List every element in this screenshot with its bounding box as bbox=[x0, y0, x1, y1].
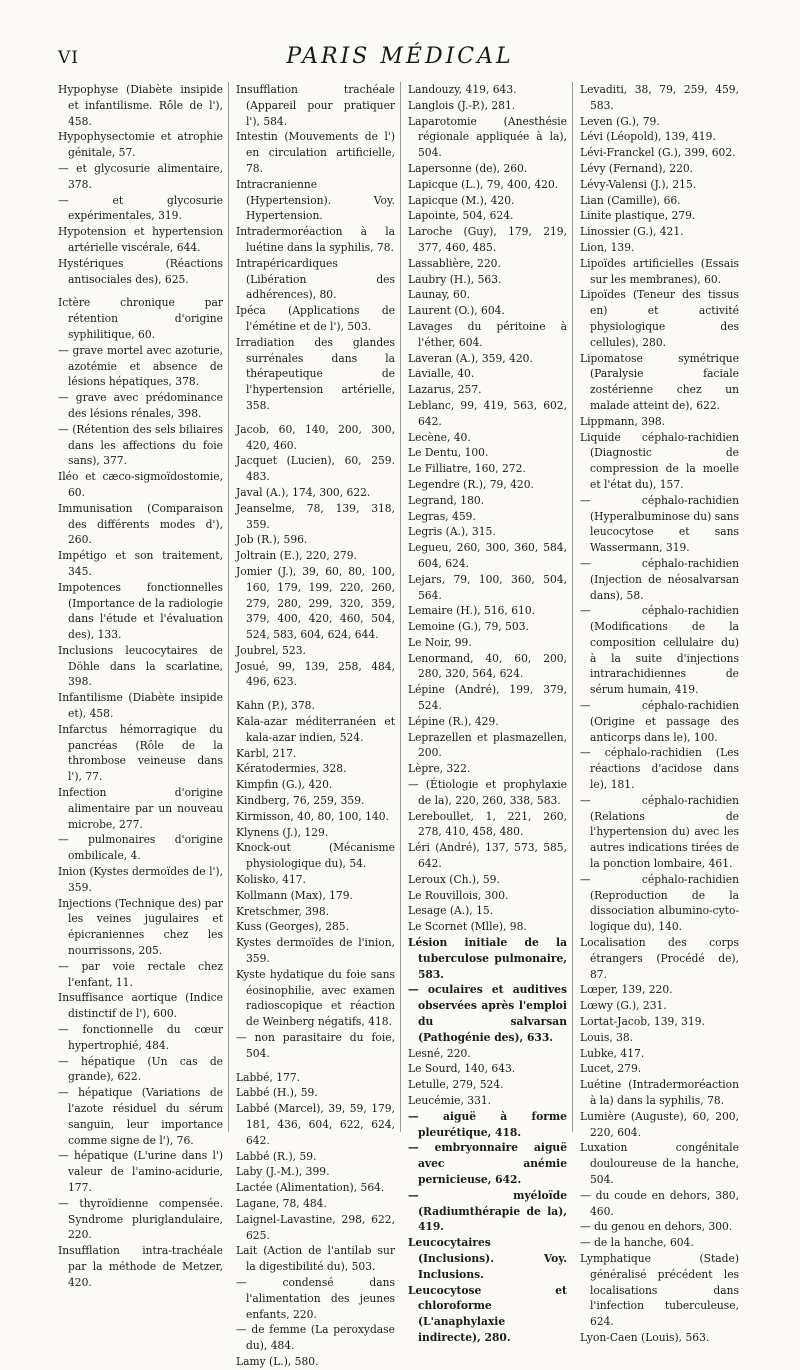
index-entry: Lippmann, 398. bbox=[580, 414, 666, 428]
index-entry: Landouzy, 419, 643. bbox=[408, 83, 517, 96]
index-entry: — condensé dans l'alimentation des jeunes enfants, 220. bbox=[236, 1275, 395, 1321]
index-entry: Klynens (J.), 129. bbox=[236, 825, 329, 839]
index-entry: Ictère chronique par rétention d'origine syphilitique, 60. bbox=[58, 296, 223, 341]
index-entry: Insufflation intra-trachéale par la méthode de Metzer, 420. bbox=[58, 1244, 223, 1289]
index-entry: Louis, 38. bbox=[580, 1030, 634, 1044]
index-entry: — (Rétention des sels biliaires dans les affections du foie sans), 377. bbox=[58, 422, 223, 468]
index-entry: Insufflation trachéale (Appareil pour pratiquer l'), 584. bbox=[236, 83, 395, 128]
index-entry: — du genou en dehors, 300. bbox=[580, 1220, 733, 1234]
index-columns bbox=[56, 82, 744, 1368]
index-entry: Job (R.), 596. bbox=[236, 533, 308, 547]
index-entry: — par voie rectale chez l'enfant, 11. bbox=[58, 959, 223, 989]
index-entry: Lereboullet, 1, 221, 260, 278, 410, 458, 480. bbox=[408, 809, 567, 839]
index-entry: Lipoïdes (Teneur des tissus en) et activité physiologique des cellules), 280. bbox=[580, 288, 739, 349]
index-entry: Levaditi, 38, 79, 259, 459, 583. bbox=[580, 83, 739, 112]
index-entry: Immunisation (Comparaison des différents modes d'), 260. bbox=[58, 501, 223, 547]
index-entry: Localisation des corps étrangers (Procédé de), 87. bbox=[580, 936, 739, 981]
index-entry: — céphalo-rachidien (Hyperalbuminose du) sans leucocytose et sans Wassermann, 319. bbox=[580, 493, 739, 555]
index-entry: Lemaire (H.), 516, 610. bbox=[408, 604, 536, 618]
index-entry: Lœwy (G.), 231. bbox=[580, 999, 667, 1013]
index-entry: Kretschmer, 398. bbox=[236, 904, 330, 918]
index-entry: Laveran (A.), 359, 420. bbox=[408, 351, 533, 365]
index-entry: Intrapéricardiques (Libération des adhérences), 80. bbox=[236, 256, 395, 302]
index-entry: Leucocytaires (Inclusions). Voy. Inclusions. bbox=[408, 1236, 567, 1281]
index-entry: — céphalo-rachidien (Modifications de la composition cellulaire du) à la suite d'injections intrarachidiennes de sérum humain, 419. bbox=[580, 604, 739, 697]
index-entry: Lavages du péritoine à l'éther, 604. bbox=[408, 319, 567, 349]
index-entry: Lejars, 79, 100, 360, 504, 564. bbox=[408, 572, 567, 602]
index-entry: Lévi-Franckel (G.), 399, 602. bbox=[580, 146, 736, 160]
index-entry: Legueu, 260, 300, 360, 584, 604, 624. bbox=[408, 541, 567, 570]
index-entry: Laparotomie (Anesthésie régionale appliquée à la), 504. bbox=[408, 114, 567, 160]
index-entry: Lapicque (M.), 420. bbox=[408, 193, 515, 207]
index-entry: — embryonnaire aiguë avec anémie pernicieuse, 642. bbox=[408, 1141, 567, 1186]
index-entry: Lassablière, 220. bbox=[408, 256, 501, 270]
index-entry: — céphalo-rachidien (Injection de néosalvarsan dans), 58. bbox=[580, 556, 739, 602]
index-entry: — et glycosurie alimentaire, 378. bbox=[58, 161, 223, 191]
index-entry: Liquide céphalo-rachidien (Diagnostic de compression de la moelle et l'état du), 157. bbox=[580, 430, 739, 491]
index-entry: — de femme (La peroxydase du), 484. bbox=[236, 1323, 395, 1353]
index-entry: Kolisko, 417. bbox=[236, 873, 306, 887]
page-number: VI bbox=[58, 48, 79, 68]
running-title: PARIS MÉDICAL bbox=[286, 44, 514, 69]
index-entry: Le Rouvillois, 300. bbox=[408, 888, 509, 902]
index-entry: — céphalo-rachidien (Relations de l'hypertension du) avec les autres indications tirées de la ponction lombaire, 461. bbox=[580, 793, 739, 871]
index-entry: Lactée (Alimentation), 564. bbox=[236, 1181, 385, 1195]
index-entry: Labbé (R.), 59. bbox=[236, 1149, 317, 1163]
index-entry: Le Scornet (Mlle), 98. bbox=[408, 920, 527, 934]
index-column bbox=[56, 82, 228, 1289]
page-header bbox=[58, 44, 742, 74]
index-entry: — de la hanche, 604. bbox=[580, 1236, 694, 1250]
index-entry: — céphalo-rachidien (Les réactions d'acidose dans le), 181. bbox=[580, 746, 739, 792]
index-entry: Linossier (G.), 421. bbox=[580, 225, 684, 239]
index-entry: Laignel-Lavastine, 298, 622, 625. bbox=[236, 1212, 395, 1242]
index-entry: — myéloïde (Radiumthérapie de la), 419. bbox=[408, 1188, 567, 1234]
index-entry: Kollmann (Max), 179. bbox=[236, 888, 353, 902]
index-entry: Lait (Action de l'antilab sur la digestibilité du), 503. bbox=[236, 1244, 395, 1274]
index-entry: — grave avec prédominance des lésions rénales, 398. bbox=[58, 391, 223, 420]
index-entry: Legris (A.), 315. bbox=[408, 525, 496, 539]
index-entry: Lian (Camille), 66. bbox=[580, 193, 681, 207]
index-entry: Inclusions leucocytaires de Döhle dans la scarlatine, 398. bbox=[58, 643, 223, 689]
index-column bbox=[572, 82, 744, 1344]
index-entry: Lévy-Valensi (J.), 215. bbox=[580, 177, 697, 191]
index-entry: Ipéca (Applications de l'émétine et de l'), 503. bbox=[236, 304, 395, 333]
index-entry: Leblanc, 99, 419, 563, 602, 642. bbox=[408, 398, 567, 428]
index-entry: Impétigo et son traitement, 345. bbox=[58, 549, 223, 578]
index-entry: Lemoine (G.), 79, 503. bbox=[408, 620, 529, 634]
index-entry: Laby (J.-M.), 399. bbox=[236, 1165, 330, 1179]
index-entry: — grave mortel avec azoturie, azotémie et absence de lésions hépatiques, 378. bbox=[58, 343, 223, 389]
index-entry: Infantilisme (Diabète insipide et), 458. bbox=[58, 691, 223, 721]
index-entry: — aiguë à forme pleurétique, 418. bbox=[408, 1109, 567, 1139]
index-entry: Luxation congénitale douloureuse de la hanche, 504. bbox=[580, 1141, 739, 1186]
index-entry: — céphalo-rachidien (Origine et passage des anticorps dans le), 100. bbox=[580, 699, 739, 744]
index-entry: Lœper, 139, 220. bbox=[580, 983, 673, 997]
index-entry: Lagane, 78, 484. bbox=[236, 1196, 327, 1210]
index-entry: Infarctus hémorragique du pancréas (Rôle de la thrombose veineuse dans l'), 77. bbox=[58, 722, 223, 784]
index-entry: Kala-azar méditerranéen et kala-azar indien, 524. bbox=[236, 715, 395, 744]
index-entry: Laroche (Guy), 179, 219, 377, 460, 485. bbox=[408, 225, 567, 254]
index-entry: Impotences fonctionnelles (Importance de la radiologie dans l'étude et l'évaluation des), 133. bbox=[58, 580, 223, 642]
index-entry: — thyroïdienne compensée. Syndrome pluriglandulaire, 220. bbox=[58, 1196, 223, 1242]
index-entry: Lymphatique (Stade) généralisé précédent les localisations dans l'infection tuberculeuse, 624. bbox=[580, 1251, 739, 1329]
index-entry: Irradiation des glandes surrénales dans la thérapeutique de l'hypertension artérielle, 358. bbox=[236, 335, 395, 412]
index-entry: Kirmisson, 40, 80, 100, 140. bbox=[236, 809, 389, 823]
index-entry: Lyon-Caen (Louis), 563. bbox=[580, 1330, 710, 1344]
index-entry: Lèpre, 322. bbox=[408, 762, 471, 776]
index-entry: Joltrain (E.), 220, 279. bbox=[236, 549, 357, 563]
index-entry: — oculaires et auditives observées après l'emploi du salvarsan (Pathogénie des), 633. bbox=[408, 983, 567, 1044]
index-entry: Lésion initiale de la tuberculose pulmonaire, 583. bbox=[408, 936, 567, 981]
index-entry: Léri (André), 137, 573, 585, 642. bbox=[408, 841, 567, 871]
index-entry: Josué, 99, 139, 258, 484, 496, 623. bbox=[236, 659, 395, 689]
index-entry: Joubrel, 523. bbox=[236, 643, 306, 657]
index-entry: Jomier (J.), 39, 60, 80, 100, 160, 179, 199, 220, 260, 279, 280, 299, 320, 359, 379, 400, 420, 460, 504, 524, 583, 604, 624, 644. bbox=[236, 564, 395, 642]
index-entry: Laubry (H.), 563. bbox=[408, 272, 502, 286]
index-entry: Lévy (Fernand), 220. bbox=[580, 161, 694, 175]
index-entry: Lucet, 279. bbox=[580, 1062, 642, 1076]
index-entry: Le Noir, 99. bbox=[408, 635, 472, 649]
index-entry: Lipomatose symétrique (Paralysie faciale zostérienne chez un malade atteint de), 622. bbox=[580, 351, 739, 412]
index-entry: — hépatique (Variations de l'azote résiduel du sérum sanguin, leur importance comme signe de l'), 76. bbox=[58, 1086, 223, 1147]
index-entry: Leucocytose et chloroforme (L'anaphylaxie indirecte), 280. bbox=[408, 1283, 567, 1344]
index-entry: Lazarus, 257. bbox=[408, 383, 482, 397]
index-entry: Hystériques (Réactions antisociales des), 625. bbox=[58, 256, 223, 286]
index-entry: — (Étiologie et prophylaxie de la), 220, 260, 338, 583. bbox=[408, 778, 567, 807]
index-entry: Lecène, 40. bbox=[408, 430, 471, 444]
index-entry: Leucémie, 331. bbox=[408, 1094, 492, 1107]
index-entry: Jacob, 60, 140, 200, 300, 420, 460. bbox=[236, 422, 395, 452]
index-entry: Infection d'origine alimentaire par un nouveau microbe, 277. bbox=[58, 786, 223, 831]
index-column bbox=[400, 82, 572, 1344]
index-entry: Javal (A.), 174, 300, 622. bbox=[236, 485, 371, 499]
index-entry: Hypophysectomie et atrophie génitale, 57. bbox=[58, 130, 223, 160]
index-entry: — fonctionnelle du cœur hypertrophié, 484. bbox=[58, 1023, 223, 1052]
index-entry: Jeanselme, 78, 139, 318, 359. bbox=[236, 501, 395, 531]
index-entry: — hépatique (L'urine dans l') valeur de l'amino-acidurie, 177. bbox=[58, 1149, 223, 1194]
index-entry: Labbé, 177. bbox=[236, 1070, 301, 1084]
index-entry: Leroux (Ch.), 59. bbox=[408, 872, 500, 886]
index-entry: Lortat-Jacob, 139, 319. bbox=[580, 1015, 705, 1029]
index-entry: Lamy (L.), 580. bbox=[236, 1354, 319, 1368]
index-entry: — céphalo-rachidien (Reproduction de la dissociation albumino-cyto-logique du), 140. bbox=[580, 872, 739, 934]
index-entry: Knock-out (Mécanisme physiologique du), 54. bbox=[236, 841, 395, 871]
index-entry: Lavialle, 40. bbox=[408, 367, 475, 381]
index-entry: Intestin (Mouvements de l') en circulation artificielle, 78. bbox=[236, 130, 395, 175]
index-entry: — pulmonaires d'origine ombilicale, 4. bbox=[58, 833, 223, 863]
index-entry: Le Filliatre, 160, 272. bbox=[408, 462, 526, 476]
index-entry: Lesné, 220. bbox=[408, 1046, 471, 1060]
index-entry: Lumière (Auguste), 60, 200, 220, 604. bbox=[580, 1109, 739, 1139]
index-entry: Le Sourd, 140, 643. bbox=[408, 1062, 516, 1076]
index-entry: Legras, 459. bbox=[408, 509, 476, 523]
index-entry: Lesage (A.), 15. bbox=[408, 904, 494, 918]
index-entry: Injections (Technique des) par les veines jugulaires et épicraniennes chez les nourrissons, 205. bbox=[58, 896, 223, 958]
index-entry: Lipoïdes artificielles (Essais sur les membranes), 60. bbox=[580, 256, 739, 286]
index-entry: — du coude en dehors, 380, 460. bbox=[580, 1188, 739, 1218]
index-entry: Labbé (H.), 59. bbox=[236, 1086, 318, 1100]
index-entry: Leprazellen et plasmazellen, 200. bbox=[408, 730, 567, 760]
index-entry: Hypophyse (Diabète insipide et infantilisme. Rôle de l'), 458. bbox=[58, 83, 223, 128]
index-entry: Lapersonne (de), 260. bbox=[408, 161, 528, 175]
index-entry: Lapointe, 504, 624. bbox=[408, 209, 514, 223]
index-entry: Linite plastique, 279. bbox=[580, 209, 696, 223]
index-entry: Karbl, 217. bbox=[236, 746, 297, 760]
index-entry: Lévi (Léopold), 139, 419. bbox=[580, 130, 716, 144]
index-entry: — et glycosurie expérimentales, 319. bbox=[58, 193, 223, 223]
index-entry: Lapicque (L.), 79, 400, 420. bbox=[408, 177, 559, 191]
index-entry: Lépine (André), 199, 379, 524. bbox=[408, 683, 567, 713]
index-entry: Lenormand, 40, 60, 200, 280, 320, 564, 624. bbox=[408, 651, 567, 681]
index-entry: Kahn (P.), 378. bbox=[236, 699, 315, 713]
index-entry: Le Dentu, 100. bbox=[408, 446, 489, 460]
index-entry: Intracranienne (Hypertension). Voy. Hypertension. bbox=[236, 177, 395, 223]
index-entry: Intradermoréaction à la luétine dans la syphilis, 78. bbox=[236, 225, 395, 254]
index-entry: Kindberg, 76, 259, 359. bbox=[236, 794, 365, 808]
index-entry: Kuss (Georges), 285. bbox=[236, 920, 349, 934]
index-entry: Iléo et cæco-sigmoïdostomie, 60. bbox=[58, 470, 223, 499]
index-entry: Legrand, 180. bbox=[408, 493, 485, 507]
index-entry: Jacquet (Lucien), 60, 259. 483. bbox=[236, 454, 395, 484]
index-entry: Leven (G.), 79. bbox=[580, 114, 660, 128]
index-entry: — hépatique (Un cas de grande), 622. bbox=[58, 1054, 223, 1084]
index-entry: Laurent (O.), 604. bbox=[408, 304, 505, 318]
index-entry: Lépine (R.), 429. bbox=[408, 714, 499, 728]
index-entry: Letulle, 279, 524. bbox=[408, 1078, 504, 1092]
index-entry: Kimpfin (G.), 420. bbox=[236, 778, 333, 792]
index-entry: Luétine (Intradermoréaction à la) dans la syphilis, 78. bbox=[580, 1078, 739, 1107]
index-entry: Launay, 60. bbox=[408, 288, 471, 302]
index-entry: Lion, 139. bbox=[580, 240, 635, 254]
index-entry: Inion (Kystes dermoïdes de l'), 359. bbox=[58, 865, 223, 894]
index-entry: Kératodermies, 328. bbox=[236, 762, 347, 776]
index-entry: — non parasitaire du foie, 504. bbox=[236, 1031, 395, 1060]
index-entry: Hypotension et hypertension artérielle viscérale, 644. bbox=[58, 225, 223, 254]
index-entry: Legendre (R.), 79, 420. bbox=[408, 477, 534, 491]
index-entry: Insuffisance aortique (Indice distinctif de l'), 600. bbox=[58, 991, 223, 1021]
index-column bbox=[228, 82, 400, 1368]
index-entry: Langlois (J.-P.), 281. bbox=[408, 98, 516, 112]
index-entry: Lubke, 417. bbox=[580, 1046, 645, 1060]
index-entry: Kyste hydatique du foie sans éosinophilie, avec examen radioscopique et réaction de Weinberg négatifs, 418. bbox=[236, 967, 395, 1029]
index-entry: Kystes dermoïdes de l'inion, 359. bbox=[236, 936, 395, 966]
index-entry: Labbé (Marcel), 39, 59, 179, 181, 436, 604, 622, 624, 642. bbox=[236, 1102, 395, 1147]
